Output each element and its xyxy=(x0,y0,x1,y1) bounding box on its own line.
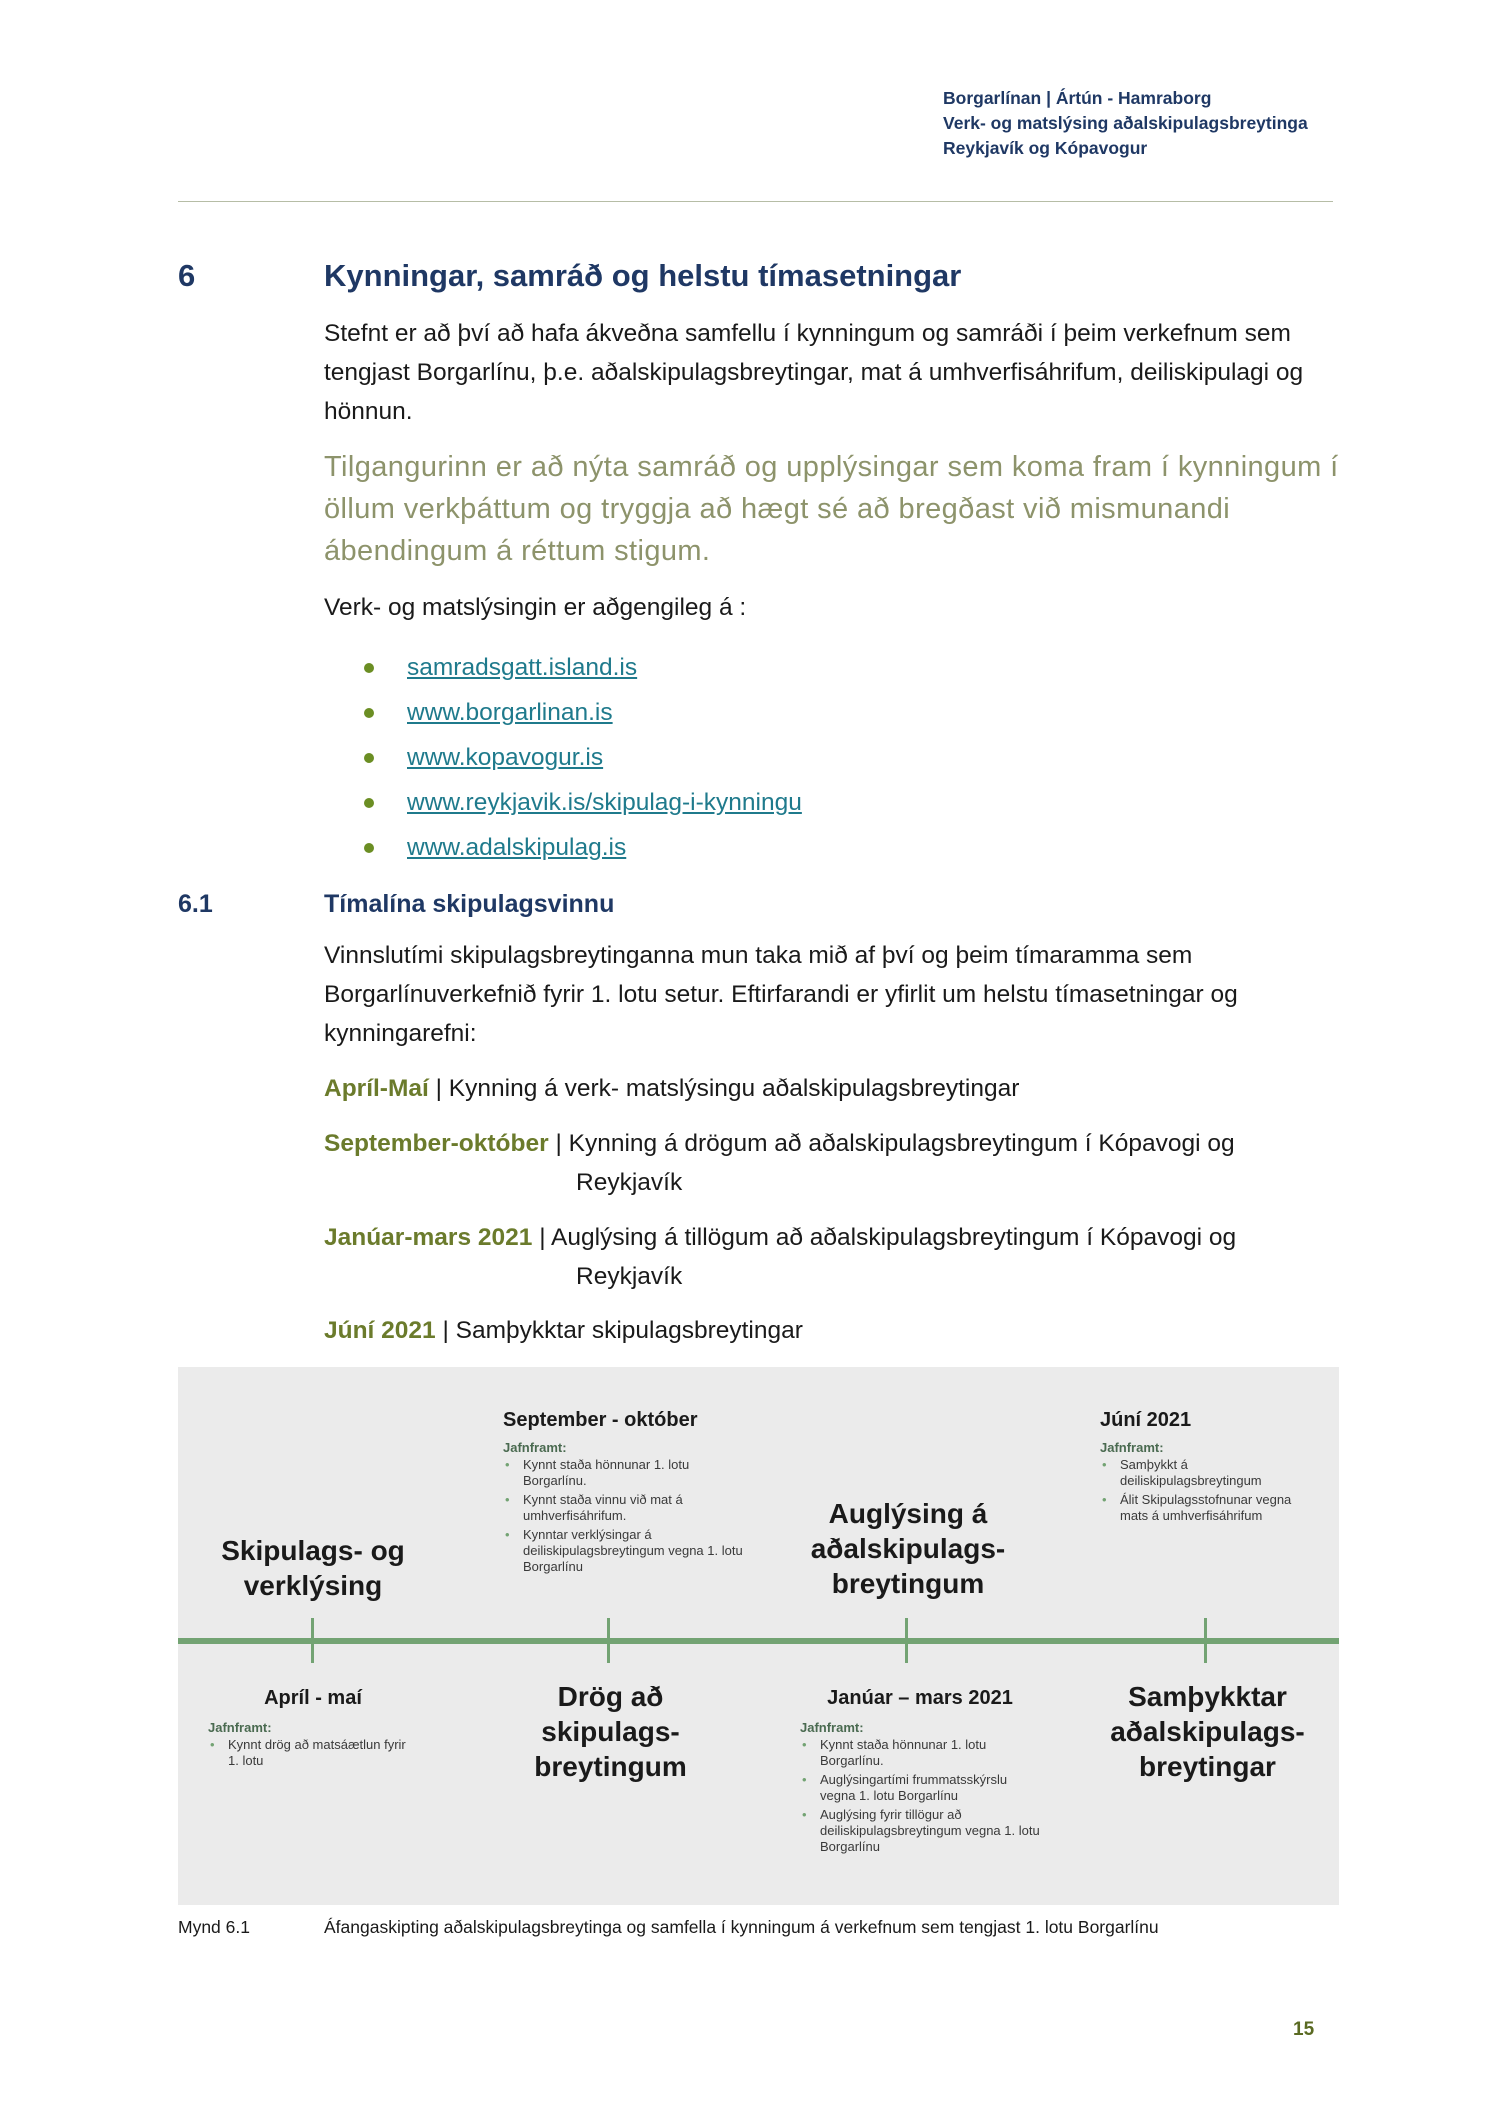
timeline-tick xyxy=(905,1618,908,1663)
link-kopavogur[interactable]: www.kopavogur.is xyxy=(407,743,604,771)
list-item xyxy=(364,735,802,780)
milestone-note xyxy=(800,1687,1040,1858)
note-label: Jafnframt: xyxy=(1100,1440,1164,1455)
header-divider xyxy=(178,201,1333,202)
milestone-title: Drög að skipulags-breytingum xyxy=(534,1681,687,1782)
link-reykjavik[interactable]: www.reykjavik.is/skipulag-i-kynningu xyxy=(407,788,802,816)
timeline-entry: September-október | Kynning á drögum að aðalskipulagsbreytingum í Kópavogi og Reykjavík xyxy=(324,1124,1235,1202)
milestone-heading: Júní 2021 xyxy=(1100,1409,1192,1431)
timeline-label: Apríl-Maí xyxy=(324,1075,429,1102)
timeline-entry: Júní 2021 | Samþykktar skipulagsbreytingar xyxy=(324,1317,803,1344)
figure-caption-text: Áfangaskipting aðalskipulagsbreytinga og samfella í kynningum á verkefnum sem tengjast 1. lotu Borgarlínu xyxy=(324,1917,1159,1937)
timeline-text: Kynning á drögum að aðalskipulagsbreytingum í Kópavogi og xyxy=(568,1130,1235,1157)
section-number: 6 xyxy=(178,258,196,293)
note-list xyxy=(1100,1457,1310,1524)
timeline-figure xyxy=(178,1367,1339,1905)
note-list xyxy=(503,1457,743,1575)
list-item: • Kynnt staða hönnunar 1. lotu Borgarlínu. xyxy=(820,1737,1040,1769)
bullet-icon xyxy=(364,708,374,718)
bullet-icon xyxy=(364,663,374,673)
timeline-label: Janúar-mars 2021 xyxy=(324,1224,533,1251)
milestone-title: Samþykktar aðalskipulags-breytingar xyxy=(1110,1681,1305,1782)
subsection-paragraph: Vinnslutími skipulagsbreytinganna mun taka mið af því og þeim tímaramma sem Borgarlínuverkefnið fyrir 1. lotu setur. Eftirfarandi er yfirlit um helstu tímasetningar og kynningarefni: xyxy=(324,942,1238,1047)
bullet-icon xyxy=(364,843,374,853)
header-line-1: Borgarlínan | Ártún - Hamraborg xyxy=(943,88,1212,108)
milestone-title: Auglýsing á aðalskipulags-breytingum xyxy=(810,1498,1006,1599)
link-adalskipulag[interactable]: www.adalskipulag.is xyxy=(407,833,627,861)
section-pull-quote: Tilgangurinn er að nýta samráð og upplýsingar sem koma fram í kynningum í öllum verkþáttum og tryggja að hægt sé að bregðast við mismunandi ábendingum á réttum stigum. xyxy=(324,451,1339,567)
header-line-3: Reykjavík og Kópavogur xyxy=(943,138,1148,158)
list-item xyxy=(364,690,802,735)
milestone-note xyxy=(208,1687,418,1772)
link-list xyxy=(364,645,802,870)
bullet-icon xyxy=(364,753,374,763)
header-line-2: Verk- og matslýsing aðalskipulagsbreytinga xyxy=(943,113,1308,133)
timeline-text: Kynning á verk- matslýsingu aðalskipulagsbreytingar xyxy=(448,1075,1020,1102)
subsection-title: Tímalína skipulagsvinnu xyxy=(324,890,615,918)
section-paragraph: Stefnt er að því að hafa ákveðna samfellu í kynningum og samráði í þeim verkefnum sem tengjast Borgarlínu, þ.e. aðalskipulagsbreytingar, mat á umhverfisáhrifum, deiliskipulagi og hönnun. xyxy=(324,320,1304,425)
link-samradsgatt[interactable]: samradsgatt.island.is xyxy=(407,653,638,681)
milestone-note xyxy=(1100,1409,1310,1527)
timeline-text-cont: Reykjavík xyxy=(576,1169,683,1196)
list-item xyxy=(364,780,802,825)
list-item: • Álit Skipulagsstofnunar vegna mats á umhverfisáhrifum xyxy=(1120,1492,1310,1524)
timeline-text-cont: Reykjavík xyxy=(576,1263,683,1290)
milestone-note xyxy=(503,1409,743,1578)
list-item: • Auglýsing fyrir tillögur að deiliskipulagsbreytingum vegna 1. lotu Borgarlínu xyxy=(820,1807,1040,1855)
timeline-label: September-október xyxy=(324,1130,549,1157)
list-item: • Kynnt drög að matsáætlun fyrir 1. lotu xyxy=(228,1737,418,1769)
list-item: • Kynnt staða hönnunar 1. lotu Borgarlínu. xyxy=(523,1457,743,1489)
section-title: Kynningar, samráð og helstu tímasetningar xyxy=(324,258,962,293)
link-borgarlinan[interactable]: www.borgarlinan.is xyxy=(407,698,613,726)
page-number: 15 xyxy=(1293,2019,1315,2040)
bullet-icon xyxy=(364,798,374,808)
list-item: • Kynntar verklýsingar á deiliskipulagsbreytingum vegna 1. lotu Borgarlínu xyxy=(523,1527,743,1575)
subsection-number: 6.1 xyxy=(178,890,213,918)
timeline-label: Júní 2021 xyxy=(324,1317,436,1344)
note-list xyxy=(208,1737,418,1769)
running-header xyxy=(943,86,1363,161)
note-list xyxy=(800,1737,1040,1855)
list-item: • Kynnt staða vinnu við mat á umhverfisáhrifum. xyxy=(523,1492,743,1524)
milestone-heading: Janúar – mars 2021 xyxy=(827,1687,1013,1709)
timeline-text: Auglýsing á tillögum að aðalskipulagsbreytingum í Kópavogi og xyxy=(551,1224,1237,1251)
figure-caption-label: Mynd 6.1 xyxy=(178,1917,250,1937)
list-item xyxy=(364,645,802,690)
milestone-heading: September - október xyxy=(503,1409,698,1431)
note-label: Jafnframt: xyxy=(208,1720,272,1735)
note-label: Jafnframt: xyxy=(503,1440,567,1455)
milestone-heading: Apríl - maí xyxy=(264,1687,362,1709)
milestone-title: Skipulags- og verklýsing xyxy=(221,1535,405,1601)
list-item: • Samþykkt á deiliskipulagsbreytingum xyxy=(1120,1457,1310,1489)
timeline-tick xyxy=(607,1618,610,1663)
list-item xyxy=(364,825,802,870)
list-item: • Auglýsingartími frummatsskýrslu vegna 1. lotu Borgarlínu xyxy=(820,1772,1040,1804)
timeline-text: Samþykktar skipulagsbreytingar xyxy=(455,1317,803,1344)
timeline-entry: Janúar-mars 2021 | Auglýsing á tillögum að aðalskipulagsbreytingum í Kópavogi og Reykjavík xyxy=(324,1218,1236,1296)
timeline-entry: Apríl-Maí | Kynning á verk- matslýsingu aðalskipulagsbreytingar xyxy=(324,1075,1020,1102)
access-intro: Verk- og matslýsingin er aðgengileg á : xyxy=(324,594,747,621)
note-label: Jafnframt: xyxy=(800,1720,864,1735)
timeline-axis xyxy=(178,1638,1339,1644)
timeline-tick xyxy=(311,1618,314,1663)
timeline-tick xyxy=(1204,1618,1207,1663)
